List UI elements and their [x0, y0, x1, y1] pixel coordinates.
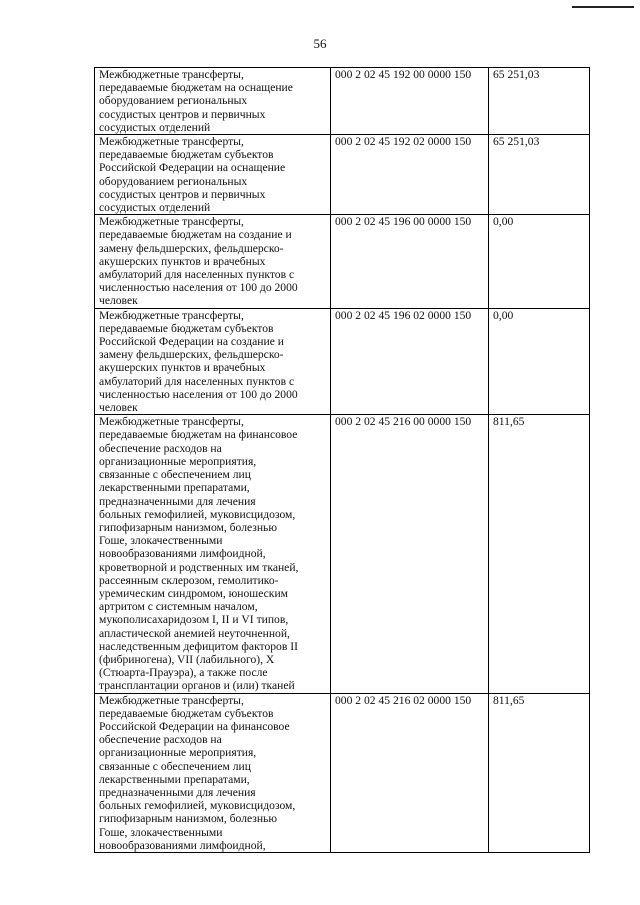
row-code-cell: 000 2 02 45 192 02 0000 150 — [331, 135, 489, 215]
row-name-cell: Межбюджетные трансферты, передаваемые бюджетам субъектов Российской Федерации на оснащение оборудованием региональных сосудистых центров и первичных сосудистых отделений — [95, 135, 331, 215]
row-code-cell: 000 2 02 45 196 02 0000 150 — [331, 308, 489, 415]
table-row — [95, 693, 590, 852]
table-row — [95, 68, 590, 135]
row-name-cell: Межбюджетные трансферты, передаваемые бюджетам субъектов Российской Федерации на создание и замену фельдшерских, фельдшерско- акушерских пунктов и врачебных амбулаторий для населенных пунктов с численностью населения от 100 до 2000 человек — [95, 308, 331, 415]
row-code-cell: 000 2 02 45 196 00 0000 150 — [331, 215, 489, 308]
table-row — [95, 308, 590, 415]
row-amount-cell: 0,00 — [489, 308, 590, 415]
row-amount-cell: 811,65 — [489, 693, 590, 852]
row-amount-cell: 65 251,03 — [489, 68, 590, 135]
table-row — [95, 135, 590, 215]
row-code-cell: 000 2 02 45 192 00 0000 150 — [331, 68, 489, 135]
row-code-cell: 000 2 02 45 216 02 0000 150 — [331, 693, 489, 852]
row-amount-cell: 811,65 — [489, 415, 590, 693]
row-amount-cell: 0,00 — [489, 215, 590, 308]
row-amount-cell: 65 251,03 — [489, 135, 590, 215]
page-number: 56 — [313, 36, 327, 51]
row-name-cell: Межбюджетные трансферты, передаваемые бюджетам на оснащение оборудованием региональных сосудистых центров и первичных сосудистых отделений — [95, 68, 331, 135]
table-row — [95, 215, 590, 308]
row-name-cell: Межбюджетные трансферты, передаваемые бюджетам субъектов Российской Федерации на финансовое обеспечение расходов на организационные мероприятия, связанные с обеспечением лиц лекарственными препаратами, предназначенными для лечения больных гемофилией, муковисцидозом, гипофизарным нанизмом, болезнью Гоше, злокачественными новообразованиями лимфоидной, — [95, 693, 331, 852]
row-name-cell: Межбюджетные трансферты, передаваемые бюджетам на создание и замену фельдшерских, фельдшерско- акушерских пунктов и врачебных амбулаторий для населенных пунктов с численностью населения от 100 до 2000 человек — [95, 215, 331, 308]
row-name-cell: Межбюджетные трансферты, передаваемые бюджетам на финансовое обеспечение расходов на организационные мероприятия, связанные с обеспечением лиц лекарственными препаратами, предназначенными для лечения больных гемофилией, муковисцидозом, гипофизарным нанизмом, болезнью Гоше, злокачественными новообразованиями лимфоидной, кроветворной и родственных им тканей, рассеянным склерозом, гемолитико- уремическим синдромом, юношеским артритом с системным началом, мукополисахаридозом I, II и VI типов, апластической анемией неуточненной, наследственным дефицитом факторов II (фибриногена), VII (лабильного), X (Стюарта-Прауэра), а также после трансплантации органов и (или) тканей — [95, 415, 331, 693]
budget-table — [94, 67, 590, 853]
corner-mark — [572, 6, 634, 8]
row-code-cell: 000 2 02 45 216 00 0000 150 — [331, 415, 489, 693]
table-row — [95, 415, 590, 693]
